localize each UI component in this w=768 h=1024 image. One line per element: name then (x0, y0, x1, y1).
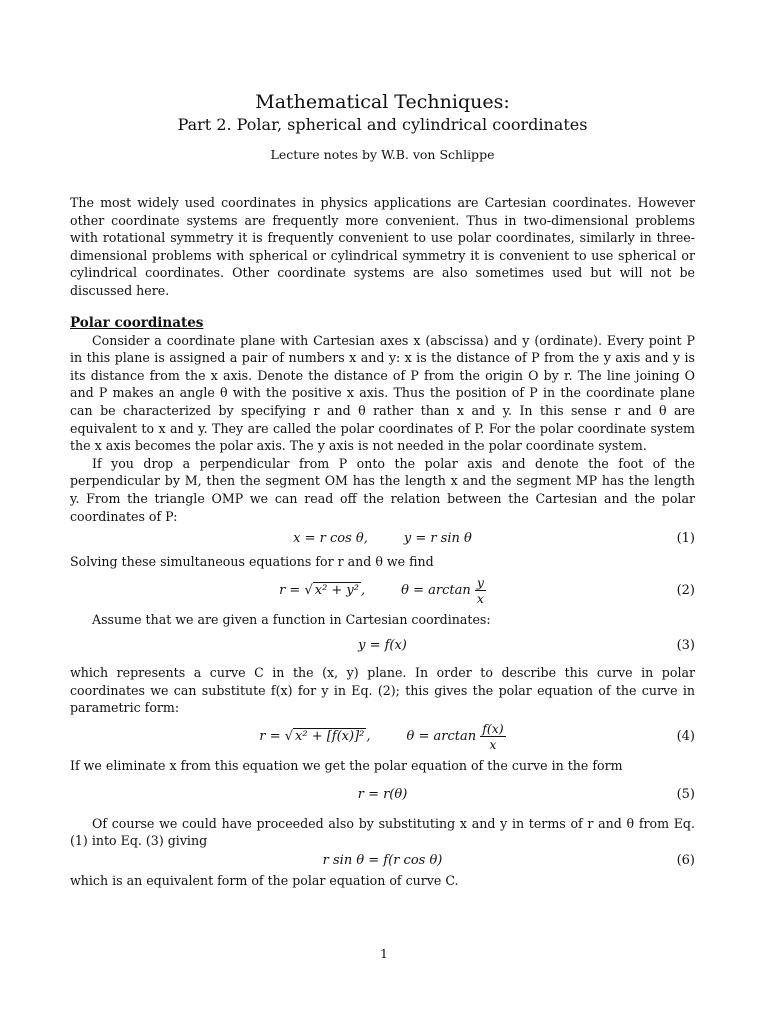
equation-3-text: y = f(x) (358, 638, 407, 654)
equation-1 (70, 525, 695, 553)
equation-4: r = √ x² + [f(x)]² , θ = arctan $\frac{f(x)}{x}$ (4) (70, 717, 695, 757)
equation-2-number: (2) (676, 582, 695, 598)
paragraph-1: Consider a coordinate plane with Cartesian axes x (abscissa) and y (ordinate). Every point P in this plane is assigned a pair of numbers x and y: x is the distance of P from the y axis and y is its distance from the x axis. Denote the distance of P from the origin O by r. The line joining O and P makes an angle θ with the positive x axis. Thus the position of P in the coordinate plane can be characterized by specifying r and θ rather than x and y. In this sense r and θ are equivalent to x and y. They are called the polar coordinates of P. For the polar coordinate system the x axis becomes the polar axis. The y axis is not needed in the polar coordinate system. (70, 332, 695, 454)
section-heading: Polar coordinates (70, 314, 204, 331)
paragraph-2: If you drop a perpendicular from P onto the polar axis and denote the foot of the perpendicular by M, then the segment OM has the length x and the segment MP has the length y. From the triangle OMP we can read off the relation between the Cartesian and the polar coordinates of P: (70, 455, 695, 524)
equation-1-right: y = r sin θ (403, 531, 472, 547)
equation-4-denominator: x (489, 737, 497, 753)
equation-5-text: r = r(θ) (357, 786, 408, 802)
document-title: Mathematical Techniques: (255, 91, 510, 113)
equation-2-sqrt: x² + y² (314, 582, 359, 598)
equation-2-denominator: x (476, 590, 484, 606)
paragraph-7: Of course we could have proceeded also by substituting x and y in terms of r and θ from Eq. (1) into Eq. (3) giving (70, 815, 695, 849)
equation-4-lhs: r = (259, 729, 285, 745)
paragraph-8: which is an equivalent form of the polar equation of curve C. (70, 872, 459, 888)
equation-1-number: (1) (676, 531, 695, 547)
equation-2: r = √ x² + y² , θ = arctan $\frac{y}{x}$ (2) (70, 571, 695, 611)
equation-4-numerator: f(x) (482, 721, 504, 737)
equation-2-fraction (475, 575, 486, 606)
paragraph-4: Assume that we are given a function in Cartesian coordinates: (92, 611, 491, 627)
equation-2-numerator: y (476, 574, 484, 590)
equation-6-number: (6) (676, 852, 695, 868)
paragraph-3: Solving these simultaneous equations for r and θ we find (70, 554, 434, 570)
paragraph-6: If we eliminate x from this equation we get the polar equation of the curve in the form (70, 758, 623, 774)
equation-3-number: (3) (676, 638, 695, 654)
intro-paragraph: The most widely used coordinates in physics applications are Cartesian coordinates. However other coordinate systems are frequently more convenient. Thus in two-dimensional problems with rotational symmetry it is frequently convenient to use polar coordinates, similarly in three-dimensional problems with spherical or cylindrical symmetry it is convenient to use spherical or cylindrical coordinates. Other coordinate systems are also sometimes used but will not be discussed here. (70, 195, 695, 298)
equation-4-comma: , (366, 729, 371, 745)
equation-4-theta: θ = arctan (406, 729, 477, 745)
equation-2-lhs: r = (279, 582, 305, 598)
equation-5-number: (5) (676, 786, 695, 802)
equation-6 (70, 850, 695, 872)
equation-6-text: r sin θ = f(r cos θ) (322, 852, 443, 868)
equation-3 (70, 628, 695, 664)
equation-2-comma: , (361, 582, 366, 598)
equation-4-fraction (480, 721, 505, 752)
equation-4-number: (4) (676, 729, 695, 745)
equation-2-theta: θ = arctan (401, 582, 471, 598)
equation-1-left: x = r cos θ, (293, 531, 368, 547)
equation-5 (70, 775, 695, 815)
paragraph-5: which represents a curve C in the (x, y) plane. In order to describe this curve in polar coordinates we can substitute f(x) for y in Eq. (2); this gives the polar equation of the curve in parametric form: (70, 665, 695, 716)
document-page (70, 90, 695, 889)
equation-4-sqrt: x² + [f(x)]² (295, 729, 365, 745)
document-subtitle: Part 2. Polar, spherical and cylindrical coordinates (177, 115, 588, 134)
page-number: 1 (380, 946, 388, 961)
author-line: Lecture notes by W.B. von Schlippe (270, 147, 495, 162)
